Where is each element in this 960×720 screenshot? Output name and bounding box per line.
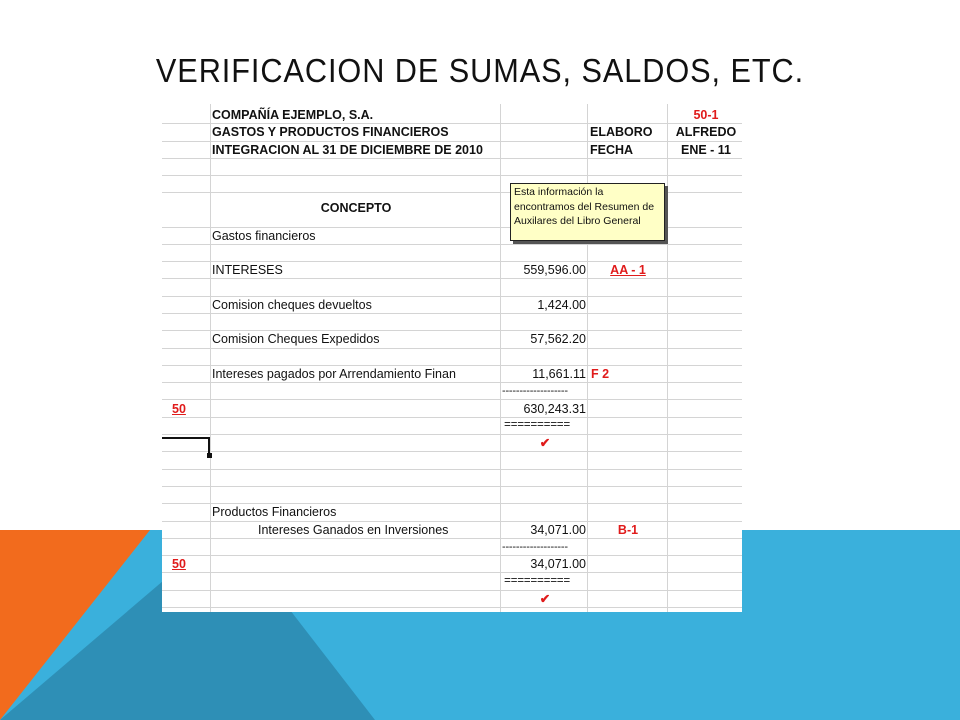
productos-header: Productos Financieros bbox=[212, 505, 337, 520]
table-row bbox=[162, 383, 742, 400]
dash-line: ------------------- bbox=[502, 540, 568, 553]
table-row bbox=[162, 470, 742, 487]
table-row bbox=[162, 314, 742, 331]
check-icon: ✔ bbox=[539, 436, 551, 451]
arrendamiento-amount: 11,661.11 bbox=[532, 366, 586, 381]
table-row bbox=[162, 297, 742, 314]
intereses-ref: AA - 1 bbox=[610, 263, 646, 278]
table-row bbox=[162, 142, 742, 159]
table-row bbox=[162, 522, 742, 539]
gastos-header: Gastos financieros bbox=[212, 228, 316, 243]
fill-handle[interactable] bbox=[207, 453, 212, 458]
dash-line: ------------------- bbox=[502, 385, 568, 398]
gastos-ref: 50 bbox=[172, 401, 186, 416]
prepared-label: ELABORO bbox=[590, 125, 653, 140]
inversiones-ref: B-1 bbox=[617, 522, 639, 537]
table-row bbox=[162, 349, 742, 366]
comision-devueltos-amount: 1,424.00 bbox=[537, 297, 586, 312]
gastos-total: 630,243.31 bbox=[523, 401, 586, 416]
sheet-subtitle: GASTOS Y PRODUCTOS FINANCIEROS bbox=[212, 125, 449, 140]
table-row bbox=[162, 418, 742, 435]
table-row bbox=[162, 159, 742, 176]
intereses-amount: 559,596.00 bbox=[523, 263, 586, 278]
productos-total: 34,071.00 bbox=[530, 557, 586, 572]
double-line: ========== bbox=[504, 574, 571, 588]
table-row bbox=[162, 504, 742, 521]
spreadsheet bbox=[162, 104, 742, 612]
arrendamiento-label: Intereses pagados por Arrendamiento Finan bbox=[212, 366, 456, 381]
selected-cell[interactable] bbox=[162, 437, 210, 456]
inversiones-amount: 34,071.00 bbox=[530, 522, 586, 537]
check-icon: ✔ bbox=[539, 591, 551, 606]
table-row bbox=[162, 591, 742, 608]
table-row bbox=[162, 487, 742, 504]
productos-ref: 50 bbox=[172, 557, 186, 572]
comment-note: Esta información la encontramos del Resumen de Auxilares del Libro General bbox=[510, 183, 665, 241]
table-row bbox=[162, 401, 742, 418]
table-row bbox=[162, 331, 742, 348]
table-row bbox=[162, 452, 742, 469]
prepared-by: ALFREDO bbox=[675, 125, 737, 140]
table-row bbox=[162, 245, 742, 262]
table-row bbox=[162, 124, 742, 141]
table-row bbox=[162, 366, 742, 383]
double-line: ========== bbox=[504, 418, 571, 432]
table-row bbox=[162, 279, 742, 296]
table-row bbox=[162, 262, 742, 279]
company-name: COMPAÑÍA EJEMPLO, S.A. bbox=[212, 108, 374, 122]
intereses-label: INTERESES bbox=[212, 263, 283, 278]
ref-code: 50-1 bbox=[693, 108, 719, 122]
table-row bbox=[162, 435, 742, 452]
date-value: ENE - 11 bbox=[680, 142, 732, 157]
comision-expedidos-amount: 57,562.20 bbox=[530, 332, 586, 347]
inversiones-label: Intereses Ganados en Inversiones bbox=[258, 522, 449, 537]
date-label: FECHA bbox=[590, 142, 634, 157]
integration-date: INTEGRACION AL 31 DE DICIEMBRE DE 2010 bbox=[212, 142, 483, 157]
comision-expedidos-label: Comision Cheques Expedidos bbox=[212, 332, 380, 347]
arrendamiento-ref: F 2 bbox=[591, 366, 610, 381]
table-row bbox=[162, 539, 742, 556]
table-row bbox=[162, 574, 742, 591]
concept-header: CONCEPTO bbox=[320, 200, 392, 215]
table-row bbox=[162, 556, 742, 573]
comision-devueltos-label: Comision cheques devueltos bbox=[212, 297, 372, 312]
table-row bbox=[162, 107, 742, 124]
slide-title: VERIFICACION DE SUMAS, SALDOS, ETC. bbox=[155, 52, 805, 89]
